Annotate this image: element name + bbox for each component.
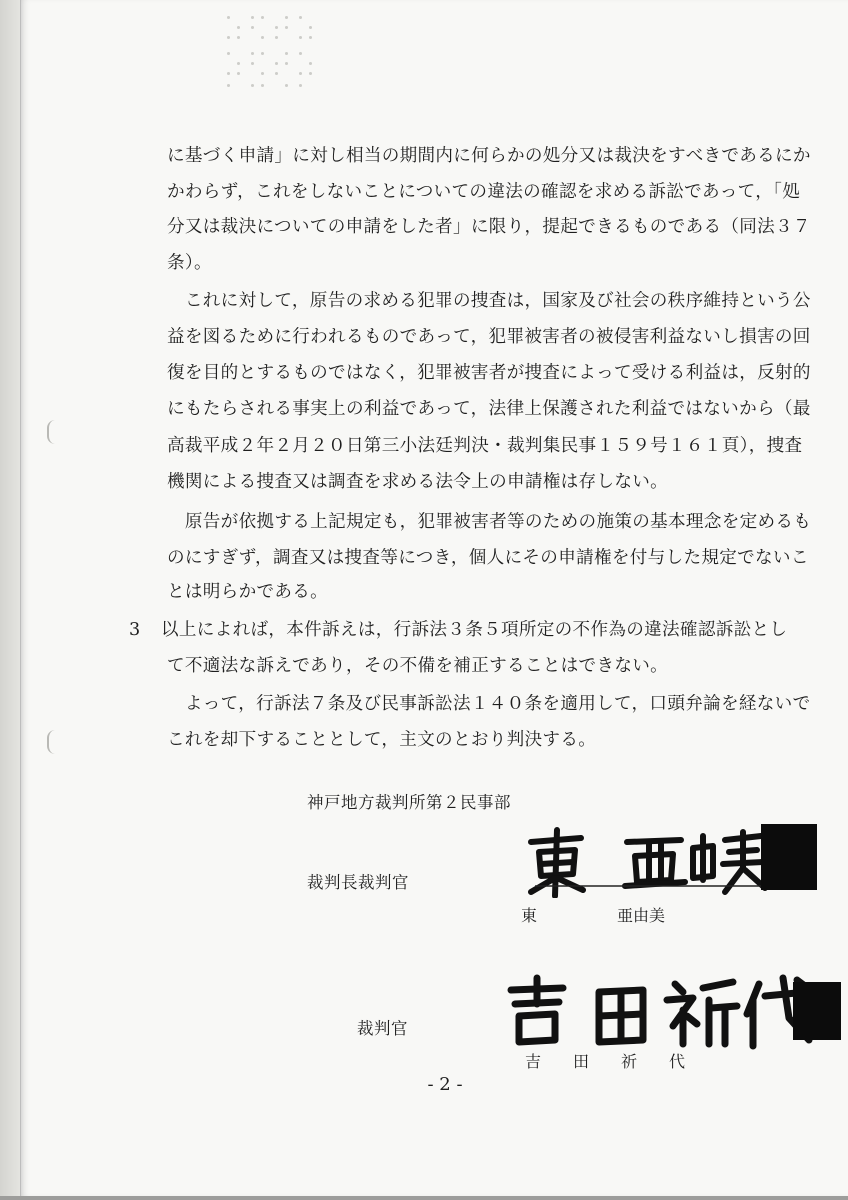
punch-dot <box>285 26 288 29</box>
redaction-box <box>761 824 817 890</box>
punch-dot <box>309 62 312 65</box>
braille-punch-marks <box>221 14 317 94</box>
punch-dot <box>309 36 312 39</box>
page-number: - 2 - <box>427 1074 463 1095</box>
punch-dot <box>237 36 240 39</box>
punch-dot <box>275 72 278 75</box>
body-line: 以上によれば，本件訴えは，行訴法３条５項所定の不作為の違法確認訴訟とし <box>161 620 788 640</box>
judge-printed-name: 吉 田 祈 代 <box>525 1052 686 1071</box>
page-bottom-edge <box>0 1196 848 1200</box>
body-line: に基づく申請」に対し相当の期間内に何らかの処分又は裁決をすべきであるにか <box>167 146 811 166</box>
court-name: 神戸地方裁判所第２民事部 <box>307 793 511 812</box>
punch-dot <box>261 36 264 39</box>
punch-dot <box>299 72 302 75</box>
body-line: これを却下することとして，主文のとおり判決する。 <box>167 730 597 750</box>
punch-dot <box>251 62 254 65</box>
punch-dot <box>227 16 230 19</box>
punch-dot <box>261 84 264 87</box>
body-line: 復を目的とするものではなく，犯罪被害者が捜査によって受ける利益は，反射的 <box>167 363 811 383</box>
punch-dot <box>227 52 230 55</box>
body-line: 機関による捜査又は調査を求める法令上の申請権は存しない。 <box>167 472 669 492</box>
punch-dot <box>299 52 302 55</box>
judge-signature <box>497 970 817 1050</box>
binding-hole-mark <box>47 730 55 754</box>
punch-dot <box>251 84 254 87</box>
presiding-judge-printed-name: 東 亜由美 <box>521 906 666 925</box>
punch-dot <box>285 62 288 65</box>
body-line: 高裁平成２年２月２０日第三小法廷判決・裁判集民事１５９号１６１頁），捜査 <box>167 436 803 456</box>
punch-dot <box>285 52 288 55</box>
punch-dot <box>309 72 312 75</box>
body-line: 分又は裁決についての申請をした者」に限り，提起できるものである（同法３７ <box>167 217 811 237</box>
body-line: にもたらされる事実上の利益であって，法律上保護された利益ではないから（最 <box>167 399 811 419</box>
binding-hole-mark <box>47 420 55 444</box>
punch-dot <box>237 26 240 29</box>
punch-dot <box>251 26 254 29</box>
page-edge-shadow <box>0 0 20 1200</box>
punch-dot <box>275 36 278 39</box>
body-line: よって，行訴法７条及び民事訴訟法１４０条を適用して，口頭弁論を経ないで <box>167 694 811 714</box>
punch-dot <box>299 16 302 19</box>
body-line: 原告が依拠する上記規定も，犯罪被害者等のための施策の基本理念を定めるも <box>167 512 812 532</box>
body-line: とは明らかである。 <box>167 582 329 602</box>
document-page <box>20 0 848 1196</box>
punch-dot <box>309 26 312 29</box>
body-line: のにすぎず，調査又は捜査等につき，個人にその申請権を付与した規定でないこ <box>167 548 809 568</box>
punch-dot <box>251 52 254 55</box>
punch-dot <box>227 84 230 87</box>
punch-dot <box>275 62 278 65</box>
punch-dot <box>299 84 302 87</box>
body-line: 条）。 <box>167 253 212 273</box>
punch-dot <box>261 52 264 55</box>
body-line: かわらず，これをしないことについての違法の確認を求める訴訟であって，「処 <box>167 182 801 202</box>
punch-dot <box>237 72 240 75</box>
body-line: 益を図るために行われるものであって，犯罪被害者の被侵害利益ないし損害の回 <box>167 327 811 347</box>
punch-dot <box>275 26 278 29</box>
redaction-box <box>793 982 841 1040</box>
punch-dot <box>261 16 264 19</box>
punch-dot <box>285 16 288 19</box>
presiding-judge-signature <box>517 822 777 898</box>
punch-dot <box>299 36 302 39</box>
item-number: 3 <box>129 620 141 640</box>
punch-dot <box>227 36 230 39</box>
punch-dot <box>227 72 230 75</box>
punch-dot <box>285 84 288 87</box>
punch-dot <box>261 72 264 75</box>
body-line: て不適法な訴えであり，その不備を補正することはできない。 <box>167 656 669 676</box>
judge-role: 裁判官 <box>357 1019 408 1038</box>
punch-dot <box>237 62 240 65</box>
presiding-judge-role: 裁判長裁判官 <box>307 873 409 892</box>
punch-dot <box>251 16 254 19</box>
body-line: これに対して，原告の求める犯罪の捜査は，国家及び社会の秩序維持という公 <box>167 291 811 311</box>
